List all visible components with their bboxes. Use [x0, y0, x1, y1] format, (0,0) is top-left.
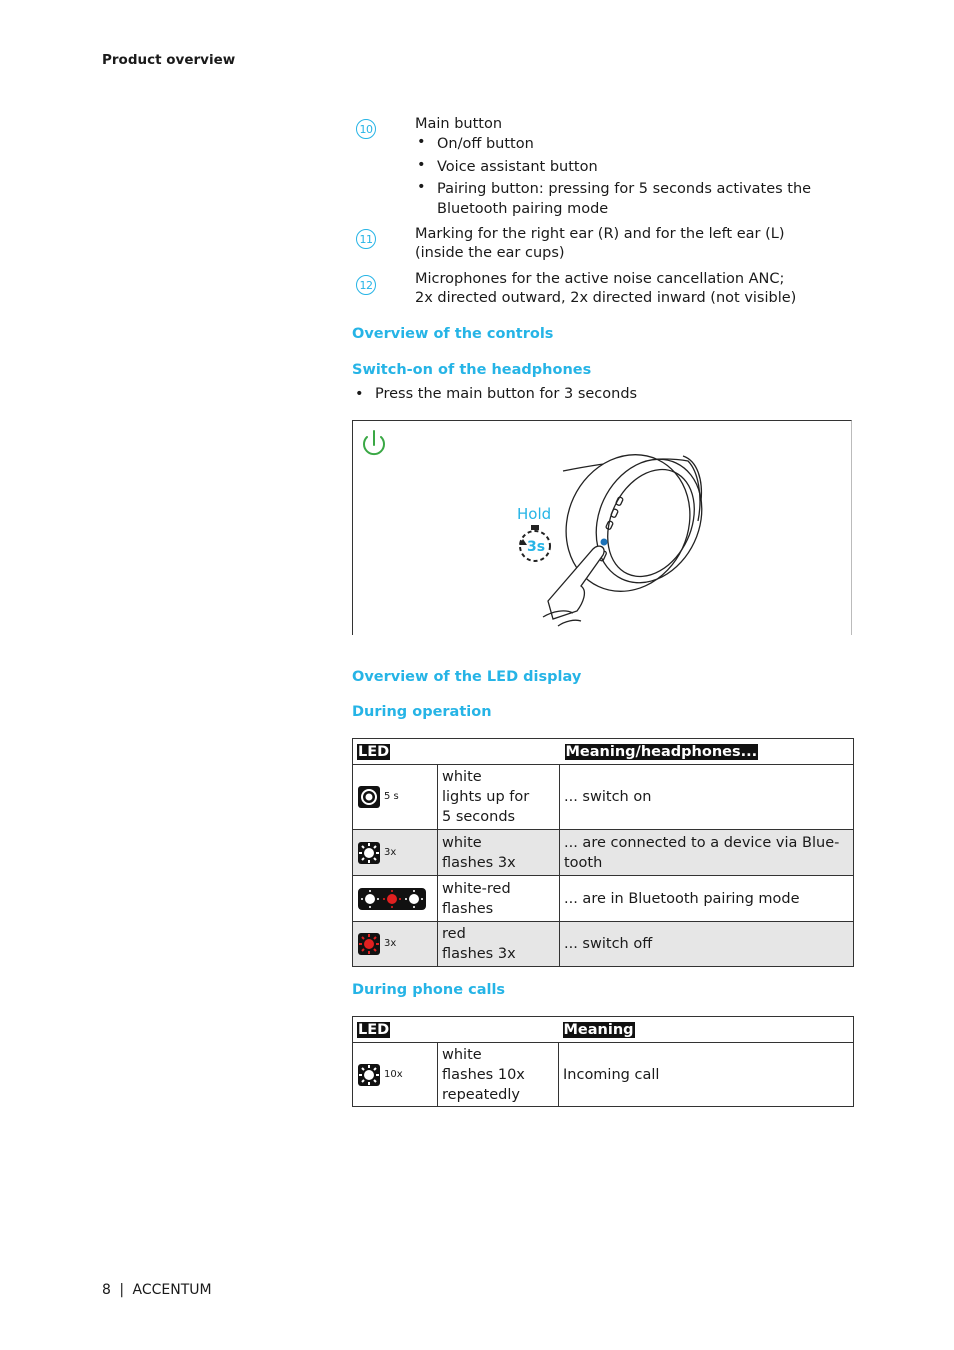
table-row — [353, 922, 854, 967]
led-behavior: flashes — [442, 900, 494, 917]
bullet-voice-assistant: Voice assistant button — [437, 159, 598, 175]
led-meaning: ... switch on — [560, 765, 854, 830]
column-header-led: LED — [358, 743, 390, 760]
page-number: 8 — [102, 1282, 111, 1298]
led-count-label: 3x — [384, 846, 397, 858]
item-number-11: 11 — [356, 229, 376, 249]
led-color: white-red — [442, 880, 511, 897]
operation-led-table — [352, 738, 854, 967]
bullet-onoff: On/off button — [437, 136, 534, 152]
heading-during-calls: During phone calls — [352, 982, 506, 998]
led-color: white — [442, 834, 482, 851]
led-meaning-cont: tooth — [564, 854, 603, 871]
led-flash-red-icon — [357, 932, 381, 956]
table-row — [353, 765, 854, 830]
led-behavior: flashes 10x — [442, 1066, 525, 1083]
switch-on-step: Press the main button for 3 seconds — [375, 386, 638, 402]
product-name: ACCENTUM — [132, 1282, 212, 1298]
led-behavior: lights up for — [442, 789, 530, 805]
switch-on-figure — [352, 420, 852, 635]
bullet-mark: • — [355, 386, 364, 402]
bullet-mark: • — [417, 157, 426, 173]
led-flash-white-icon — [357, 1063, 381, 1087]
led-meaning: Incoming call — [559, 1043, 854, 1107]
led-duration-label: 5 s — [384, 791, 399, 802]
led-white-red-alternating-icon — [357, 887, 427, 911]
column-header-meaning: Meaning — [563, 1021, 634, 1038]
running-header: Product overview — [102, 52, 236, 68]
led-count-label: 3x — [384, 938, 397, 949]
hold-label: Hold — [517, 505, 552, 523]
led-meaning: ... are connected to a device via Blue- — [564, 834, 840, 851]
led-meaning: ... switch off — [560, 922, 854, 967]
bullet-pairing: Pairing button: pressing for 5 seconds activates the Bluetooth pairing mode — [437, 181, 812, 217]
led-behavior: flashes 3x — [442, 946, 516, 962]
headphone-illustration — [353, 421, 851, 634]
item-12-line2: 2x directed outward, 2x directed inward (not visible) — [415, 290, 797, 306]
heading-switch-on: Switch-on of the headphones — [352, 362, 592, 378]
item-number-10: 10 — [356, 119, 376, 139]
column-header-meaning: Meaning/headphones... — [565, 743, 758, 760]
item-11-line2: (inside the ear cups) — [415, 245, 565, 261]
bullet-mark: • — [417, 179, 426, 195]
led-behavior: flashes 3x — [442, 854, 516, 871]
page-footer — [102, 1282, 212, 1298]
table-header-row — [353, 1017, 854, 1043]
led-steady-white-icon — [357, 785, 381, 809]
power-icon — [364, 431, 384, 454]
timer-icon — [519, 525, 550, 561]
duration-label: 3s — [527, 539, 546, 555]
table-row — [353, 830, 854, 876]
table-row — [353, 876, 854, 922]
item-12-line1: Microphones for the active noise cancellation ANC; — [415, 271, 785, 287]
item-title-main-button: Main button — [415, 116, 503, 132]
led-color: red — [442, 926, 466, 942]
item-number-12: 12 — [356, 275, 376, 295]
item-11-line1: Marking for the right ear (R) and for the left ear (L) — [415, 226, 785, 242]
footer-separator: | — [119, 1282, 125, 1298]
led-behavior-cont: repeatedly — [442, 1086, 520, 1103]
calls-led-table — [352, 1016, 854, 1107]
led-count-label: 10x — [384, 1068, 403, 1080]
heading-led-overview: Overview of the LED display — [352, 669, 582, 685]
bullet-mark: • — [417, 134, 426, 150]
led-behavior-cont: 5 seconds — [442, 809, 516, 825]
heading-controls-overview: Overview of the controls — [352, 326, 554, 342]
table-header-row — [353, 739, 854, 765]
led-color: white — [442, 1046, 482, 1063]
led-meaning: ... are in Bluetooth pairing mode — [560, 876, 854, 922]
table-row — [353, 1043, 854, 1107]
led-flash-white-icon — [357, 841, 381, 865]
column-header-led: LED — [358, 1021, 390, 1038]
heading-during-operation: During operation — [352, 704, 492, 720]
led-color: white — [442, 769, 482, 785]
main-button-dot — [601, 539, 608, 546]
